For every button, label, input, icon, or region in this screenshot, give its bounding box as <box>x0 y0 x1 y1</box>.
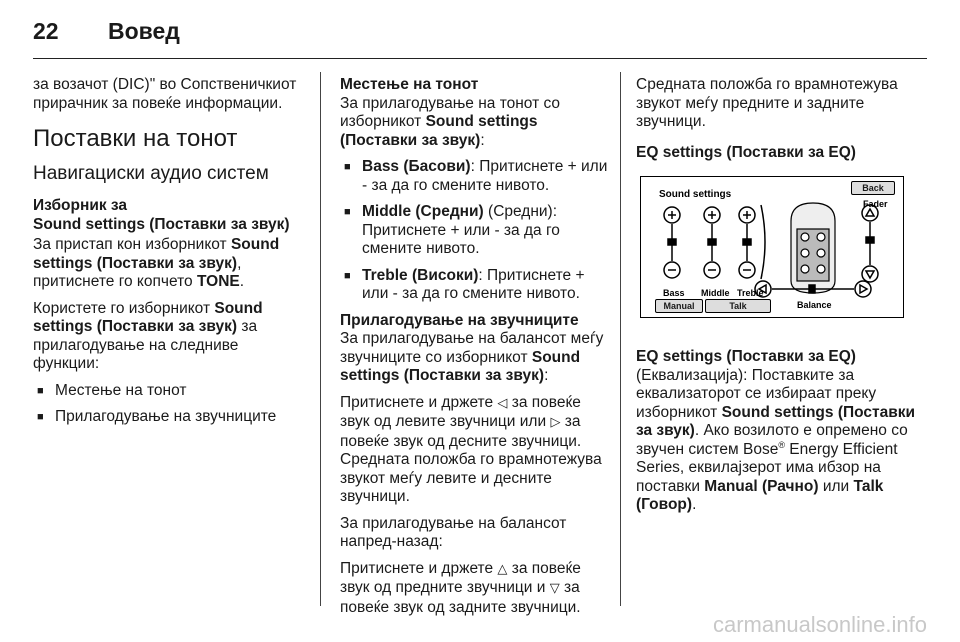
speakers-heading: Прилагодување на звучниците <box>340 311 579 329</box>
middle-slider <box>704 207 720 278</box>
front-rear-intro: За прилагодување на балансот напред-назад: <box>340 514 567 550</box>
list-item-middle: ■ Middle (Средни) (Средни): Притиснете + или - за да го смените нивото. <box>340 203 610 259</box>
column-1 <box>33 76 298 435</box>
balance-text: Средната положба го врамнотежува звукот меѓу предните и задните звучници. <box>636 76 898 130</box>
paragraph-access: За пристап кон изборникот Sound settings (Поставки за звук), притиснете го копчето TONE. <box>33 236 280 290</box>
up-arrow-icon: △ <box>497 561 508 577</box>
function-list <box>33 382 298 427</box>
left-right-paragraph: Притиснете и држете ◁ за повеќе звук од левите звучници или ▷ за повеќе звук од десните звучници. Средната положба го врамнотежува звукот меѓу левите и десните звучници. <box>340 393 602 505</box>
list-item: ■ Местење на тонот <box>33 382 298 401</box>
column-divider-1 <box>320 72 321 606</box>
intro-text: за возачот (DIC)" во Сопственичкиот прирачник за повеќе информации. <box>33 76 297 112</box>
eq-heading: EQ settings (Поставки за EQ) <box>636 143 856 161</box>
right-arrow-icon: ▷ <box>550 415 561 430</box>
header-rule <box>33 58 927 59</box>
fader-label: Fader <box>863 199 888 209</box>
treble-label: Treble <box>737 288 764 298</box>
middle-label: Middle <box>701 288 730 298</box>
tone-list <box>340 158 610 304</box>
balance-label: Balance <box>797 300 832 310</box>
eq-paragraph: EQ settings (Поставки за EQ) (Еквализација): Поставките за еквализаторот се избираат преку изборникот Sound settings (Поставки за звук). Ако возилото е опремено со звучен систем Bose® Energy Efficient Series, еквилајзерот има ибзор на поставки Manual (Рачно) или Talk (Говор). <box>636 348 916 513</box>
back-button: Back <box>851 181 895 195</box>
talk-button: Talk <box>705 299 771 313</box>
page-number: 22 <box>33 18 59 44</box>
manual-button: Manual <box>655 299 703 313</box>
page-title: Вовед <box>108 18 180 44</box>
left-arrow-icon: ◁ <box>497 395 508 411</box>
front-rear-paragraph: Притиснете и држете △ за повеќе звук од предните звучници и ▽ за повеќе звук од задните звучници. <box>340 559 581 616</box>
speakers-paragraph: За прилагодување на балансот меѓу звучниците со изборникот Sound settings (Поставки за звук): <box>340 330 604 384</box>
sound-settings-figure <box>640 176 904 318</box>
subsection-heading: Навигациски аудио систем <box>33 163 269 184</box>
column-2 <box>340 76 610 625</box>
watermark: carmanualsonline.info <box>712 612 927 637</box>
down-arrow-icon: ▽ <box>549 581 560 596</box>
tone-heading: Местење на тонот <box>340 76 479 93</box>
menu-heading-line-2: Sound settings (Поставки за звук) <box>33 215 290 233</box>
column-3 <box>636 76 926 523</box>
list-item-bass: ■ Bass (Басови): Притиснете + или - за да го смените нивото. <box>340 158 610 195</box>
menu-heading-line-1: Изборник за <box>33 197 128 214</box>
list-item: ■ Прилагодување на звучниците <box>33 408 298 427</box>
tone-paragraph: За прилагодување на тонот со изборникот Sound settings (Поставки за звук): <box>340 94 561 149</box>
car-icon <box>791 203 835 293</box>
paragraph-use: Користете го изборникот Sound settings (Поставки за звук) за прилагодување на следниве функции: <box>33 299 263 372</box>
section-heading: Поставки на тонот <box>33 125 238 152</box>
bass-slider <box>664 207 680 278</box>
treble-slider <box>739 207 755 278</box>
list-item-treble: ■ Treble (Високи): Притиснете + или - за да го смените нивото. <box>340 267 610 304</box>
fader-slider <box>862 205 878 282</box>
column-divider-2 <box>620 72 621 606</box>
bass-label: Bass <box>663 288 685 298</box>
figure-title: Sound settings <box>659 189 732 200</box>
